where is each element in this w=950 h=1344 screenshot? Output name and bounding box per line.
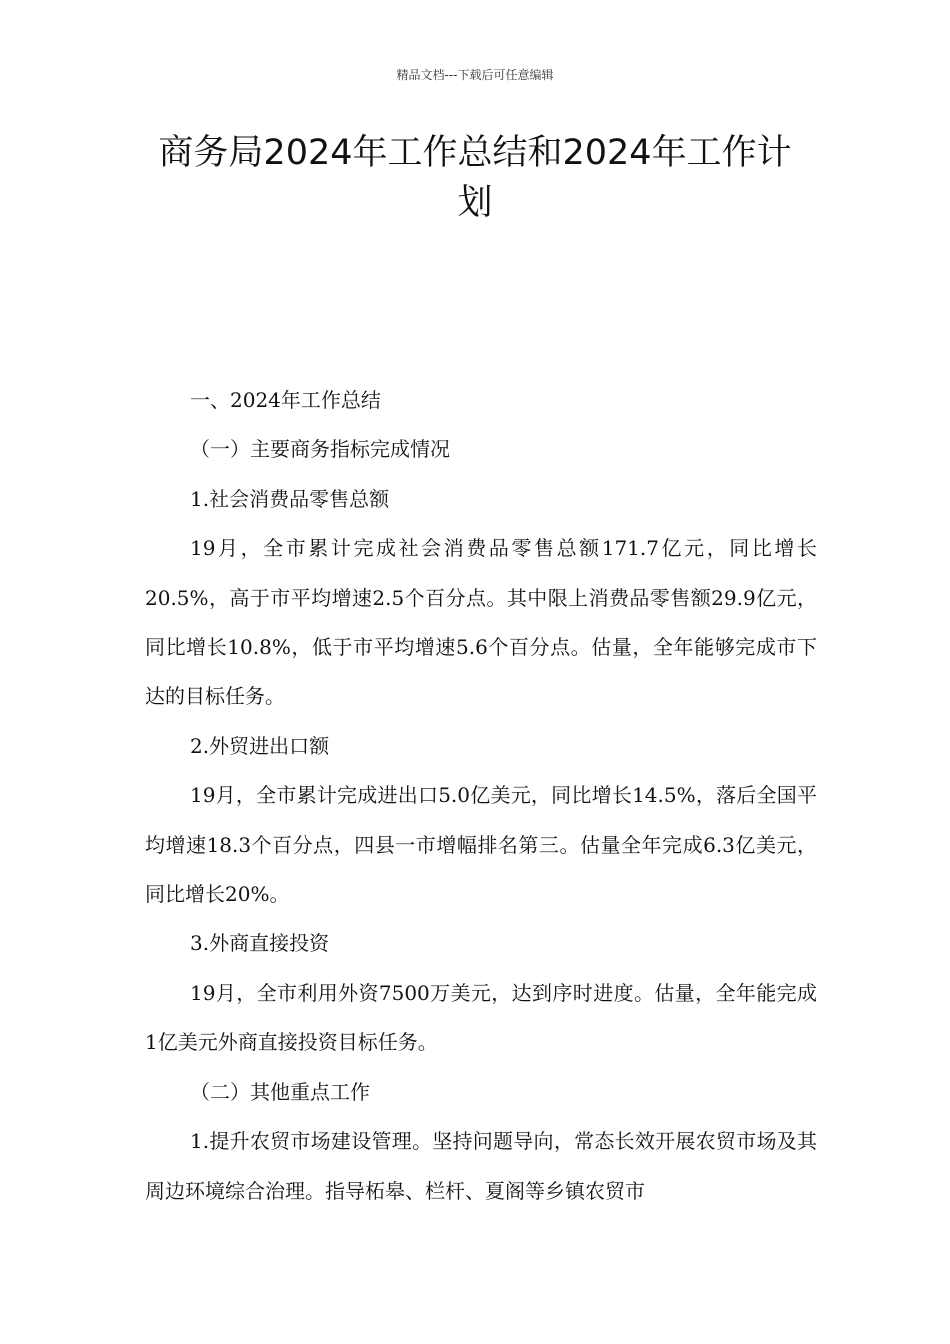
item-heading: 1.社会消费品零售总额 <box>190 486 390 511</box>
subsection-heading: （一）主要商务指标完成情况 <box>190 437 450 462</box>
header-note: 精品文档---下载后可任意编辑 <box>396 68 554 82</box>
document-title: 商务局2024年工作总结和2024年工作计划 <box>158 133 792 223</box>
body-paragraph: 19月，全市利用外资7500万美元，达到序时进度。估量，全年能完成1亿美元外商直接投资目标任务。 <box>145 980 817 1055</box>
body-paragraph: 19月，全市累计完成社会消费品零售总额171.7亿元，同比增长20.5%，高于市平均增速2.5个百分点。其中限上消费品零售额29.9亿元，同比增长10.8%，低于市平均增速5.6个百分点。估量，全年能够完成市下达的目标任务。 <box>145 536 817 709</box>
document-body <box>145 376 817 1216</box>
subsection-heading: （二）其他重点工作 <box>190 1079 370 1104</box>
body-paragraph: 19月，全市累计完成进出口5.0亿美元，同比增长14.5%，落后全国平均增速18.3个百分点，四县一市增幅排名第三。估量全年完成6.3亿美元，同比增长20%。 <box>145 783 817 907</box>
section-heading: 一、2024年工作总结 <box>190 388 381 412</box>
body-paragraph: 1.提升农贸市场建设管理。坚持问题导向，常态长效开展农贸市场及其周边环境综合治理。指导柘皋、栏杆、夏阁等乡镇农贸市 <box>145 1129 817 1203</box>
item-heading: 2.外贸进出口额 <box>190 733 330 758</box>
item-heading: 3.外商直接投资 <box>190 931 330 956</box>
